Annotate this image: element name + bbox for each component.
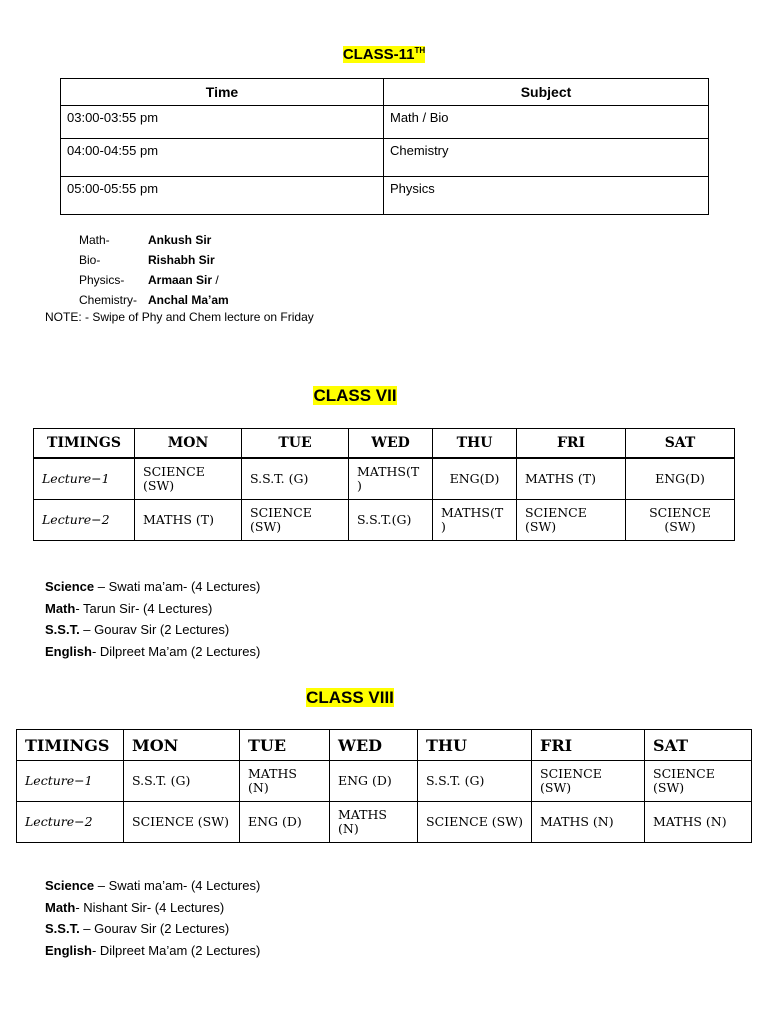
teacher-name: Anchal Ma’am [148, 293, 229, 307]
class11-note: NOTE: - Swipe of Phy and Chem lecture on Friday [45, 310, 314, 324]
cell-thu: S.S.T. (G) [418, 761, 532, 802]
header-fri: FRI [517, 429, 626, 459]
cell-sat: SCIENCE (SW) [626, 500, 735, 541]
legend-detail: – Swati ma’am- (4 Lectures) [94, 878, 261, 893]
header-timings: TIMINGS [34, 429, 135, 459]
cell-mon: SCIENCE (SW) [135, 458, 242, 500]
class7-title-text: CLASS VII [313, 386, 397, 405]
class8-title [0, 688, 700, 708]
cell-sat: MATHS (N) [645, 802, 752, 843]
class11-title-sup: TH [414, 46, 426, 55]
teacher-subject: Bio- [79, 253, 101, 267]
class7-table [33, 428, 735, 541]
table-row [61, 177, 709, 215]
legend-subject: English [45, 943, 92, 959]
legend-row [45, 619, 260, 641]
cell-fri: MATHS (T) [517, 458, 626, 500]
class11-title-text: CLASS-11 [342, 46, 415, 63]
table-row [61, 106, 709, 139]
legend-subject: English [45, 644, 92, 660]
legend-detail: - Dilpreet Ma’am (2 Lectures) [91, 644, 261, 660]
header-sat: SAT [626, 429, 735, 459]
teacher-subject: Math- [79, 233, 110, 247]
cell-time: 05:00-05:55 pm [61, 177, 384, 215]
cell-lecture: Lecture−1 [17, 761, 124, 802]
cell-thu: MATHS(T ) [433, 500, 517, 541]
header-wed: WED [330, 730, 418, 761]
teacher-row [79, 290, 229, 310]
legend-detail: - Dilpreet Ma’am (2 Lectures) [91, 943, 261, 959]
cell-tue: SCIENCE (SW) [242, 500, 349, 541]
teacher-name: Rishabh Sir [148, 253, 215, 267]
header-timings: TIMINGS [17, 730, 124, 761]
legend-detail: - Tarun Sir- (4 Lectures) [75, 600, 213, 616]
teacher-name: Armaan Sir [148, 273, 213, 287]
cell-wed: S.S.T.(G) [349, 500, 433, 541]
class7-teacher-legend [45, 576, 260, 663]
legend-subject: Science [45, 579, 95, 594]
header-thu: THU [418, 730, 532, 761]
legend-row [45, 897, 260, 919]
cell-fri: SCIENCE (SW) [532, 761, 645, 802]
table-header-row [61, 79, 709, 106]
teacher-subject: Chemistry- [79, 293, 138, 307]
table-header-row [34, 429, 735, 459]
class7-title [0, 386, 710, 406]
teacher-name: Ankush Sir [148, 233, 212, 247]
class8-teacher-legend [45, 875, 260, 962]
cell-sat: SCIENCE (SW) [645, 761, 752, 802]
table-row [17, 802, 752, 843]
cell-wed: MATHS(T ) [349, 458, 433, 500]
table-row [17, 761, 752, 802]
cell-lecture: Lecture−2 [34, 500, 135, 541]
legend-subject: S.S.T. [45, 622, 80, 638]
header-wed: WED [349, 429, 433, 459]
teacher-row [79, 270, 229, 290]
cell-subject: Physics [384, 177, 709, 215]
legend-row [45, 641, 260, 663]
table-row [34, 500, 735, 541]
cell-tue: ENG (D) [240, 802, 330, 843]
cell-lecture: Lecture−1 [34, 458, 135, 500]
cell-fri: SCIENCE (SW) [517, 500, 626, 541]
legend-subject: Math [45, 600, 76, 616]
header-mon: MON [124, 730, 240, 761]
class8-title-text: CLASS VIII [306, 688, 394, 707]
cell-mon: MATHS (T) [135, 500, 242, 541]
legend-detail: – Swati ma’am- (4 Lectures) [94, 579, 261, 594]
cell-tue: S.S.T. (G) [242, 458, 349, 500]
legend-row [45, 576, 260, 598]
cell-time: 04:00-04:55 pm [61, 139, 384, 177]
legend-row [45, 940, 260, 962]
cell-subject: Chemistry [384, 139, 709, 177]
cell-lecture: Lecture−2 [17, 802, 124, 843]
cell-mon: S.S.T. (G) [124, 761, 240, 802]
legend-subject: Science [45, 878, 95, 893]
class11-title [0, 46, 768, 63]
cell-time: 03:00-03:55 pm [61, 106, 384, 139]
header-sat: SAT [645, 730, 752, 761]
legend-detail: – Gourav Sir (2 Lectures) [79, 622, 230, 638]
header-time: Time [61, 79, 384, 106]
table-row [61, 139, 709, 177]
table-header-row [17, 730, 752, 761]
cell-subject: Math / Bio [384, 106, 709, 139]
class11-teacher-list [79, 230, 229, 310]
class8-table [16, 729, 752, 843]
teacher-row [79, 230, 229, 250]
teacher-subject: Physics- [79, 273, 125, 287]
cell-wed: MATHS (N) [330, 802, 418, 843]
legend-detail: - Nishant Sir- (4 Lectures) [75, 899, 225, 915]
cell-thu: ENG(D) [433, 458, 517, 500]
cell-thu: SCIENCE (SW) [418, 802, 532, 843]
cell-mon: SCIENCE (SW) [124, 802, 240, 843]
header-thu: THU [433, 429, 517, 459]
legend-subject: S.S.T. [45, 921, 80, 937]
header-subject: Subject [384, 79, 709, 106]
header-mon: MON [135, 429, 242, 459]
header-fri: FRI [532, 730, 645, 761]
cell-wed: ENG (D) [330, 761, 418, 802]
cell-tue: MATHS (N) [240, 761, 330, 802]
teacher-suffix: / [212, 273, 219, 287]
legend-row [45, 598, 260, 620]
cell-sat: ENG(D) [626, 458, 735, 500]
class11-table [60, 78, 709, 215]
legend-row [45, 875, 260, 897]
header-tue: TUE [242, 429, 349, 459]
legend-subject: Math [45, 899, 76, 915]
header-tue: TUE [240, 730, 330, 761]
teacher-row [79, 250, 229, 270]
table-row [34, 458, 735, 500]
cell-fri: MATHS (N) [532, 802, 645, 843]
legend-detail: – Gourav Sir (2 Lectures) [79, 921, 230, 937]
legend-row [45, 918, 260, 940]
